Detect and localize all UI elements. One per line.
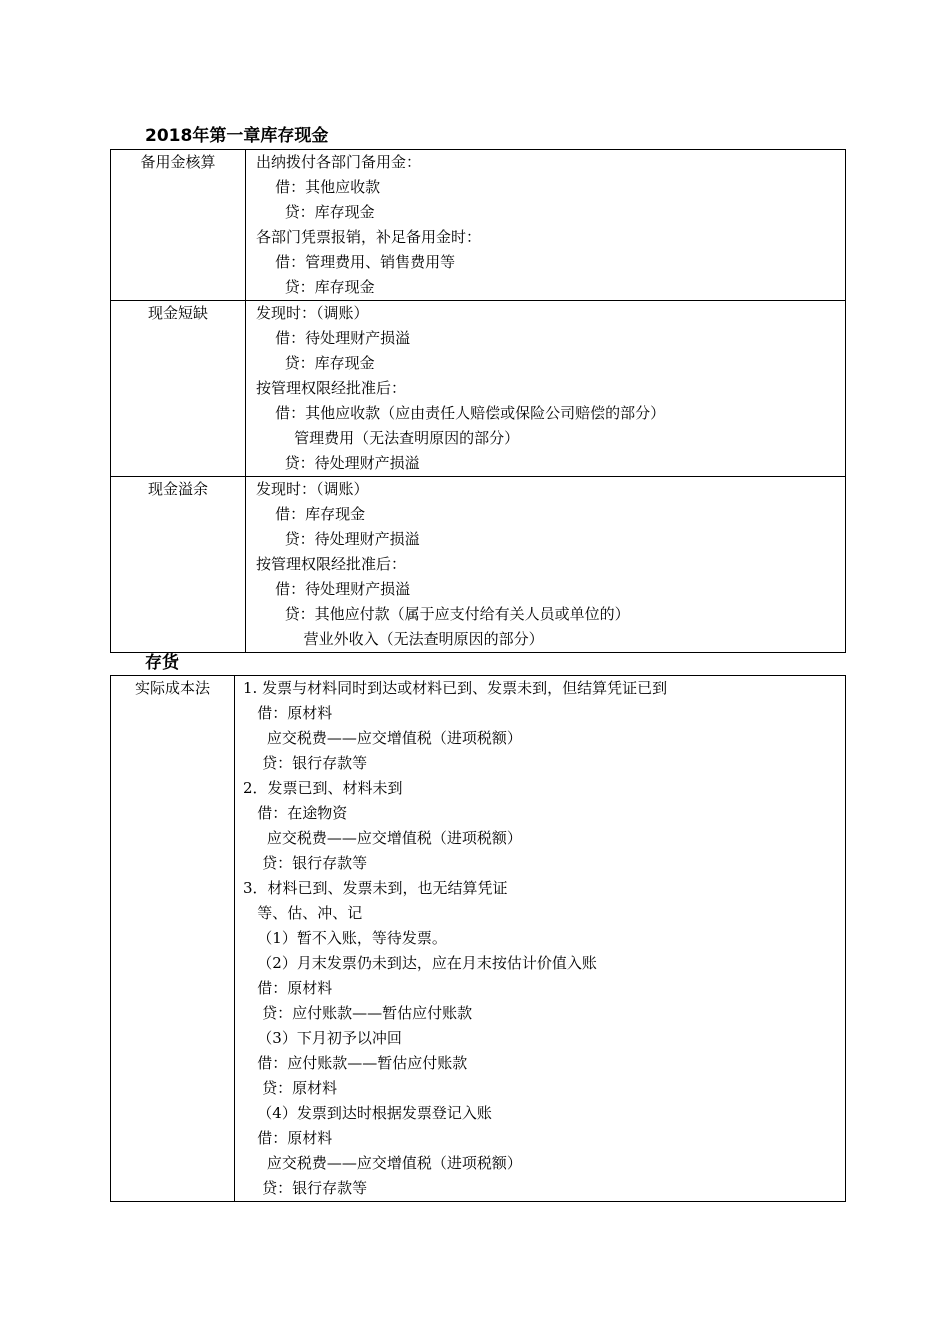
entry-line: 贷：原材料 bbox=[243, 1079, 338, 1097]
entry-line: 借：在途物资 bbox=[243, 804, 348, 822]
entry-line: 借：库存现金 bbox=[256, 505, 366, 523]
row-label: 备用金核算 bbox=[111, 150, 246, 301]
table-row bbox=[111, 150, 846, 301]
entry-line: 发现时：（调账） bbox=[256, 304, 369, 322]
entry-line: 贷：库存现金 bbox=[256, 278, 375, 296]
entry-line: （3）下月初予以冲回 bbox=[243, 1029, 402, 1047]
table-row bbox=[111, 676, 846, 1202]
entry-line: 应交税费——应交增值税（进项税额） bbox=[243, 1154, 522, 1172]
entry-line: 借：应付账款——暂估应付账款 bbox=[243, 1054, 468, 1072]
entry-line: 借：其他应收款（应由责任人赔偿或保险公司赔偿的部分） bbox=[256, 404, 666, 422]
entry-line: 贷：应付账款——暂估应付账款 bbox=[243, 1004, 473, 1022]
entry-line: （2）月末发票仍未到达，应在月末按估计价值入账 bbox=[243, 954, 597, 972]
entry-line: 贷：待处理财产损溢 bbox=[256, 454, 420, 472]
entry-line: 应交税费——应交增值税（进项税额） bbox=[243, 729, 522, 747]
table-row bbox=[111, 301, 846, 477]
table-row bbox=[111, 477, 846, 653]
entry-line: 1. 发票与材料同时到达或材料已到、发票未到，但结算凭证已到 bbox=[243, 679, 668, 697]
entry-line: 借：管理费用、销售费用等 bbox=[256, 253, 456, 271]
entry-line: （1）暂不入账，等待发票。 bbox=[243, 929, 447, 947]
row-label: 实际成本法 bbox=[111, 676, 235, 1202]
entry-line: （4）发票到达时根据发票登记入账 bbox=[243, 1104, 492, 1122]
row-label: 现金溢余 bbox=[111, 477, 246, 653]
entry-line: 2．发票已到、材料未到 bbox=[243, 779, 403, 797]
entry-line: 借：原材料 bbox=[243, 1129, 333, 1147]
entry-line: 贷：库存现金 bbox=[256, 354, 375, 372]
entry-line: 借：待处理财产损溢 bbox=[256, 329, 411, 347]
entry-line: 贷：银行存款等 bbox=[243, 1179, 368, 1197]
entry-line: 应交税费——应交增值税（进项税额） bbox=[243, 829, 522, 847]
entry-line: 3．材料已到、发票未到，也无结算凭证 bbox=[243, 879, 508, 897]
entry-line: 管理费用（无法查明原因的部分） bbox=[256, 429, 520, 447]
entry-line: 借：其他应收款 bbox=[256, 178, 381, 196]
entry-line: 等、估、冲、记 bbox=[243, 904, 363, 922]
entry-text bbox=[246, 150, 846, 301]
entry-line: 按管理权限经批准后： bbox=[256, 555, 407, 573]
entry-line: 按管理权限经批准后： bbox=[256, 379, 407, 397]
entry-line: 贷：银行存款等 bbox=[243, 854, 368, 872]
entry-line: 营业外收入（无法查明原因的部分） bbox=[256, 630, 544, 648]
inventory-entries-table bbox=[110, 675, 846, 1202]
entry-text bbox=[246, 477, 846, 653]
entry-line: 各部门凭票报销，补足备用金时： bbox=[256, 228, 482, 246]
entry-line: 发现时：（调账） bbox=[256, 480, 369, 498]
entry-text bbox=[246, 301, 846, 477]
entry-line: 借：待处理财产损溢 bbox=[256, 580, 411, 598]
section-heading-inventory: 存货 bbox=[145, 653, 179, 673]
entry-line: 贷：银行存款等 bbox=[243, 754, 368, 772]
entry-line: 借：原材料 bbox=[243, 979, 333, 997]
entry-text bbox=[235, 676, 846, 1202]
entry-line: 贷：其他应付款（属于应支付给有关人员或单位的） bbox=[256, 605, 630, 623]
cash-entries-table bbox=[110, 149, 846, 653]
section-heading-cash: 2018年第一章库存现金 bbox=[145, 126, 329, 146]
entry-line: 出纳拨付各部门备用金： bbox=[256, 153, 422, 171]
row-label: 现金短缺 bbox=[111, 301, 246, 477]
entry-line: 借：原材料 bbox=[243, 704, 333, 722]
entry-line: 贷：待处理财产损溢 bbox=[256, 530, 420, 548]
entry-line: 贷：库存现金 bbox=[256, 203, 375, 221]
